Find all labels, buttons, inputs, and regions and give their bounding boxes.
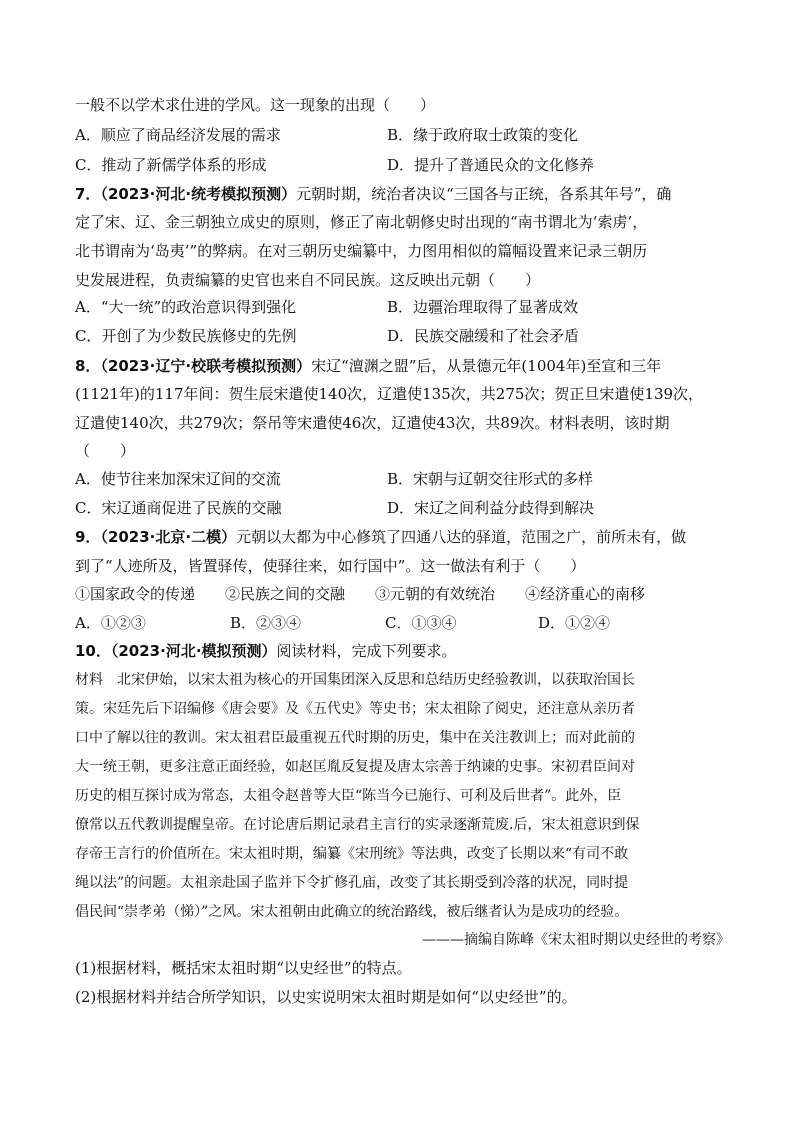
q8-text-line-3: 辽遣使140次，共279次；祭吊等宋遣使46次，辽遣使43次，共89次。材料表明，该时期 xyxy=(75,414,670,432)
q8-option-a: A．使节往来加深宋辽间的交流 xyxy=(75,470,281,488)
q6-option-c: C．推动了新儒学体系的形成 xyxy=(75,156,267,174)
q6-option-b: B．缘于政府取士政策的变化 xyxy=(387,126,579,144)
q6-option-a: A．顺应了商品经济发展的需求 xyxy=(75,126,281,144)
q10-material-line-3: 口中了解以往的教训。宋太祖君臣最重视五代时期的历史，集中在关注教训上；而对此前的 xyxy=(75,730,635,746)
q8-text-line-2: (1121年)的117年间：贺生辰宋遣使140次，辽遣使135次，共275次；贺正旦宋遣使139次， xyxy=(75,385,704,403)
q7-source: （2023·河北·统考模拟预测） xyxy=(100,185,297,203)
q8-first-line xyxy=(75,356,661,376)
q10-material-line-8: 绳以法”的问题。太祖亲赴国子监并下令扩修孔庙，改变了其长期受到冷落的状况，同时提 xyxy=(75,875,629,891)
q8-number: 8． xyxy=(75,357,101,375)
q7-first-line xyxy=(75,184,671,204)
q8-option-c: C．宋辽通商促进了民族的交融 xyxy=(75,499,282,517)
q7-text-line-1: 元朝时期，统治者决议“三国各与正统，各系其年号”，确 xyxy=(296,185,672,203)
q9-text-line-2: 到了“人迹所及，皆置驿传，使驿往来，如行国中”。这一做法有利于（ ） xyxy=(75,557,586,575)
q7-option-d: D．民族交融缓和了社会矛盾 xyxy=(387,327,580,345)
q9-items: ①国家政令的传递 ②民族之间的交融 ③元朝的有效统治 ④经济重心的南移 xyxy=(75,585,646,603)
q9-option-b: B．②③④ xyxy=(230,614,302,632)
q10-material-line-6: 僚常以五代教训提醒皇帝。在讨论唐后期记录君主言行的实录逐渐荒废.后，宋太祖意识到保 xyxy=(75,817,640,833)
q10-material-line-9: 倡民间“崇孝弟（悌）”之风。宋太祖朝由此确立的统治路线，被后继者认为是成功的经验。 xyxy=(75,904,629,920)
q10-intro: 阅读材料，完成下列要求。 xyxy=(276,642,457,660)
q10-material-line-7: 存帝王言行的价值所在。宋太祖时期，编纂《宋刑统》等法典，改变了长期以来“有司不敢 xyxy=(75,846,629,862)
q7-number: 7． xyxy=(75,185,101,203)
q9-option-a: A．①②③ xyxy=(75,614,146,632)
q8-option-b: B．宋朝与辽朝交往形式的多样 xyxy=(387,470,594,488)
q8-text-line-1: 宋辽“澶渊之盟”后，从景德元年(1004年)至宣和三年 xyxy=(311,357,662,375)
q10-citation: ———摘编自陈峰《宋太祖时期以史经世的考察》 xyxy=(422,932,730,948)
q9-source: （2023·北京·二模） xyxy=(100,528,237,546)
q7-option-b: B．边疆治理取得了显著成效 xyxy=(387,298,579,316)
q8-source: （2023·辽宁·校联考模拟预测） xyxy=(100,357,312,375)
q10-source: （2023·河北·模拟预测） xyxy=(110,642,277,660)
q7-text-line-3: 北书谓南为‘岛夷’”的弊病。在对三朝历史编纂中，力图用相似的篇幅设置来记录三朝历 xyxy=(75,242,648,260)
q7-option-c: C．开创了为少数民族修史的先例 xyxy=(75,327,297,345)
q10-material-line-2: 策。宋廷先后下诏编修《唐会要》及《五代史》等史书；宋太祖除了阅史，还注意从亲历者 xyxy=(75,701,635,717)
q9-option-d: D．①②④ xyxy=(538,614,611,632)
q10-question-2: (2)根据材料并结合所学知识，以史实说明宋太祖时期是如何“以史经世”的。 xyxy=(75,988,577,1006)
q10-material-line-1: 材料 北宋伊始，以宋太祖为核心的开国集团深入反思和总结历史经验教训，以获取治国长 xyxy=(75,672,635,688)
q7-text-line-2: 定了宋、辽、金三朝独立成史的原则，修正了南北朝修史时出现的“南书谓北为‘索虏’， xyxy=(75,213,648,231)
q7-text-line-4: 史发展进程，负责编纂的史官也来自不同民族。这反映出元朝（ ） xyxy=(75,271,541,289)
q9-number: 9． xyxy=(75,528,101,546)
q6-stem-tail: 一般不以学术求仕进的学风。这一现象的出现（ ） xyxy=(75,96,436,114)
q6-option-d: D．提升了普通民众的文化修养 xyxy=(387,156,595,174)
q8-option-d: D．宋辽之间利益分歧得到解决 xyxy=(387,499,595,517)
q7-option-a: A．“大一统”的政治意识得到强化 xyxy=(75,298,297,316)
q8-text-line-4: （ ） xyxy=(75,442,136,460)
q9-text-line-1: 元朝以大都为中心修筑了四通八达的驿道，范围之广，前所未有，做 xyxy=(236,528,687,546)
q9-option-c: C．①③④ xyxy=(385,614,457,632)
q10-first-line xyxy=(75,641,457,661)
q10-material-line-4: 大一统王朝，更多注意正面经验，如赵匡胤反复提及唐太宗善于纳谏的史事。宋初君臣间对 xyxy=(75,759,635,775)
q10-question-1: (1)根据材料，概括宋太祖时期“以史经世”的特点。 xyxy=(75,959,412,977)
q10-material-line-5: 历史的相互探讨成为常态，太祖令赵普等大臣“陈当今已施行、可利及后世者”。此外，臣 xyxy=(75,788,622,804)
q9-first-line xyxy=(75,527,686,547)
q10-number: 10． xyxy=(75,642,111,660)
